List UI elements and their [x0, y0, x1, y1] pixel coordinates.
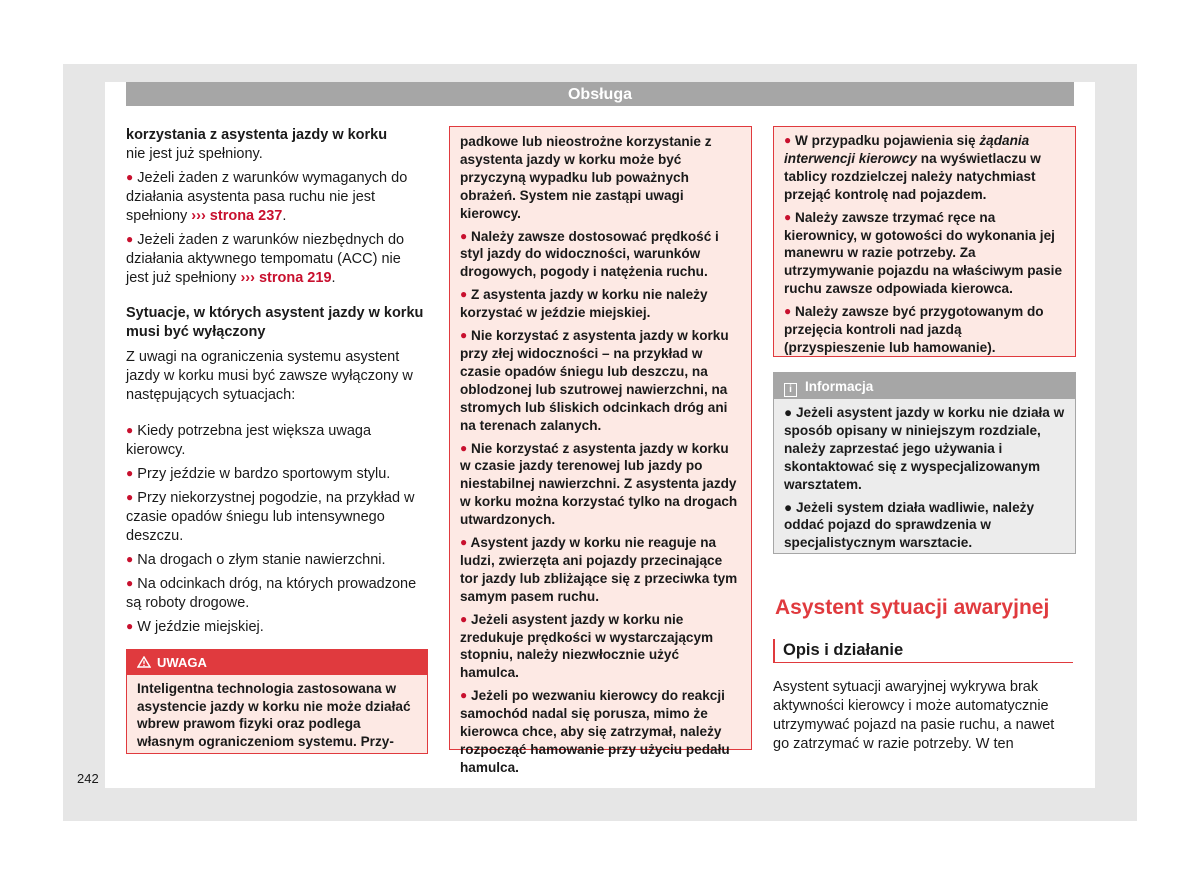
info-header: i Informacja [774, 373, 1075, 399]
list-item: ● Jeżeli asystent jazdy w korku nie działa w sposób opisany w niniejszym rozdziale, należy zaprzestać jego używania i skontaktować się z wyspecjalizowanym warsztatem. [784, 405, 1065, 492]
info-icon: i [784, 383, 797, 397]
list-item: ● Kiedy potrzebna jest większa uwaga kierowcy. [126, 423, 372, 458]
info-box [773, 372, 1076, 554]
list-item: ● Przy jeździe w bardzo sportowym stylu. [126, 466, 391, 482]
list-item: ● Należy zawsze być przygotowanym do przejęcia kontroli nad jazdą (przyspieszenie lub hamowanie). [784, 304, 1044, 355]
intro-paragraph: Z uwagi na ograniczenia systemu asystent jazdy w korku musi być zawsze wyłączony w następujących sytuacjach: [126, 349, 413, 403]
warning-continuation-box [449, 126, 752, 775]
chapter-header: Obsługa [126, 82, 1074, 106]
section-heading: Sytuacje, w których asystent jazdy w korku musi być wyłączony [126, 305, 424, 340]
warning-triangle-icon [137, 656, 151, 668]
section-title: Asystent sytuacji awaryjnej [775, 596, 1050, 619]
list-item: ● Nie korzystać z asystenta jazdy w korku w czasie jazdy terenowej lub jazdy po niestabilnej nawierzchni. Z asystenta jazdy w korku można korzystać tylko na drogach utwardzonych. [460, 440, 738, 528]
list-item: ● Jeżeli system działa wadliwie, należy oddać pojazd do sprawdzenia w specjalistycznym warsztacie. [784, 499, 1035, 551]
paragraph-continuation: korzystania z asystenta jazdy w korku nie jest już spełniony. [126, 127, 388, 162]
list-item: ● Asystent jazdy w korku nie reaguje na ludzi, zwierzęta ani pojazdy przecinające tor jazdy lub zbliżające się z przeciwka tym samym pasem ruchu. [460, 535, 738, 604]
list-item: ● Na odcinkach dróg, na których prowadzone są roboty drogowe. [126, 576, 417, 611]
list-item: ● Jeżeli żaden z warunków wymaganych do działania asystenta pasa ruchu nie jest spełniony ››› strona 237. [126, 170, 408, 224]
list-item: ● Jeżeli asystent jazdy w korku nie zredukuje prędkości w wystarczającym stopniu, należy niezwłocznie użyć hamulca. [460, 611, 714, 681]
warning-continuation-box-2 [773, 126, 1076, 357]
warning-header: UWAGA [127, 650, 427, 675]
list-item: ● W przypadku pojawienia się żądania interwencji kierowcy na wyświetlaczu w tablicy rozdzielczej należy natychmiast przejąć kontrolę nad pojazdem. [784, 133, 1041, 202]
list-item: ● Z asystenta jazdy w korku nie należy korzystać w jeździe miejskiej. [460, 287, 708, 321]
warning-continuation-text: padkowe lub nieostrożne korzystanie z asystenta jazdy w korku może być przyczyną wypadku lub poważnych obrażeń. System nie zastąpi uwagi kierowcy. [460, 134, 712, 221]
warning-text: Inteligentna technologia zastosowana w asystencie jazdy w korku nie może działać wbrew prawom fizyki oraz podlega własnym ograniczeniom systemu. Przy- [137, 681, 411, 749]
list-item: ● Należy zawsze dostosować prędkość i styl jazdy do widoczności, warunków drogowych, pogody i natężenia ruchu. [460, 228, 719, 280]
list-item: ● Jeżeli po wezwaniu kierowcy do reakcji samochód nadal się porusza, mimo że kierowca chce, aby się zatrzymał, należy rozpocząć hamowanie przy użyciu pedału hamulca. [460, 688, 730, 775]
list-item: ● W jeździe miejskiej. [126, 619, 264, 635]
page-number: 242 [77, 771, 99, 786]
subsection-title: Opis i działanie [773, 639, 1073, 663]
section-paragraph: Asystent sytuacji awaryjnej wykrywa brak aktywności kierowcy i może automatycznie utrzymywać pojazd na pasie ruchu, a nawet go zatrzymać w razie potrzeby. W ten [773, 679, 1055, 752]
page-link[interactable]: ››› strona 219 [240, 270, 332, 286]
page-link[interactable]: ››› strona 237 [191, 208, 283, 224]
list-item: ● Należy zawsze trzymać ręce na kierownicy, w gotowości do wykonania jej manewru w razie potrzeby. Za utrzymywanie pojazdu na właściwym pasie ruchu zawsze odpowiada kierowca. [784, 209, 1063, 297]
column-left [126, 126, 426, 641]
list-item: ● Nie korzystać z asystenta jazdy w korku przy złej widoczności – na przykład w czasie opadów śniegu lub deszczu, na oblodzonej lub szutrowej nawierzchni, na stromych lub śliskich odcinkach dróg ani na terenach zalanych. [460, 328, 729, 433]
list-item: ● Przy niekorzystnej pogodzie, na przykład w czasie opadów śniegu lub intensywnego deszczu. [126, 490, 415, 544]
list-item: ● Na drogach o złym stanie nawierzchni. [126, 552, 386, 568]
warning-box [126, 649, 428, 754]
list-item: ● Jeżeli żaden z warunków niezbędnych do działania aktywnego tempomatu (ACC) nie jest już spełniony ››› strona 219. [126, 232, 405, 286]
